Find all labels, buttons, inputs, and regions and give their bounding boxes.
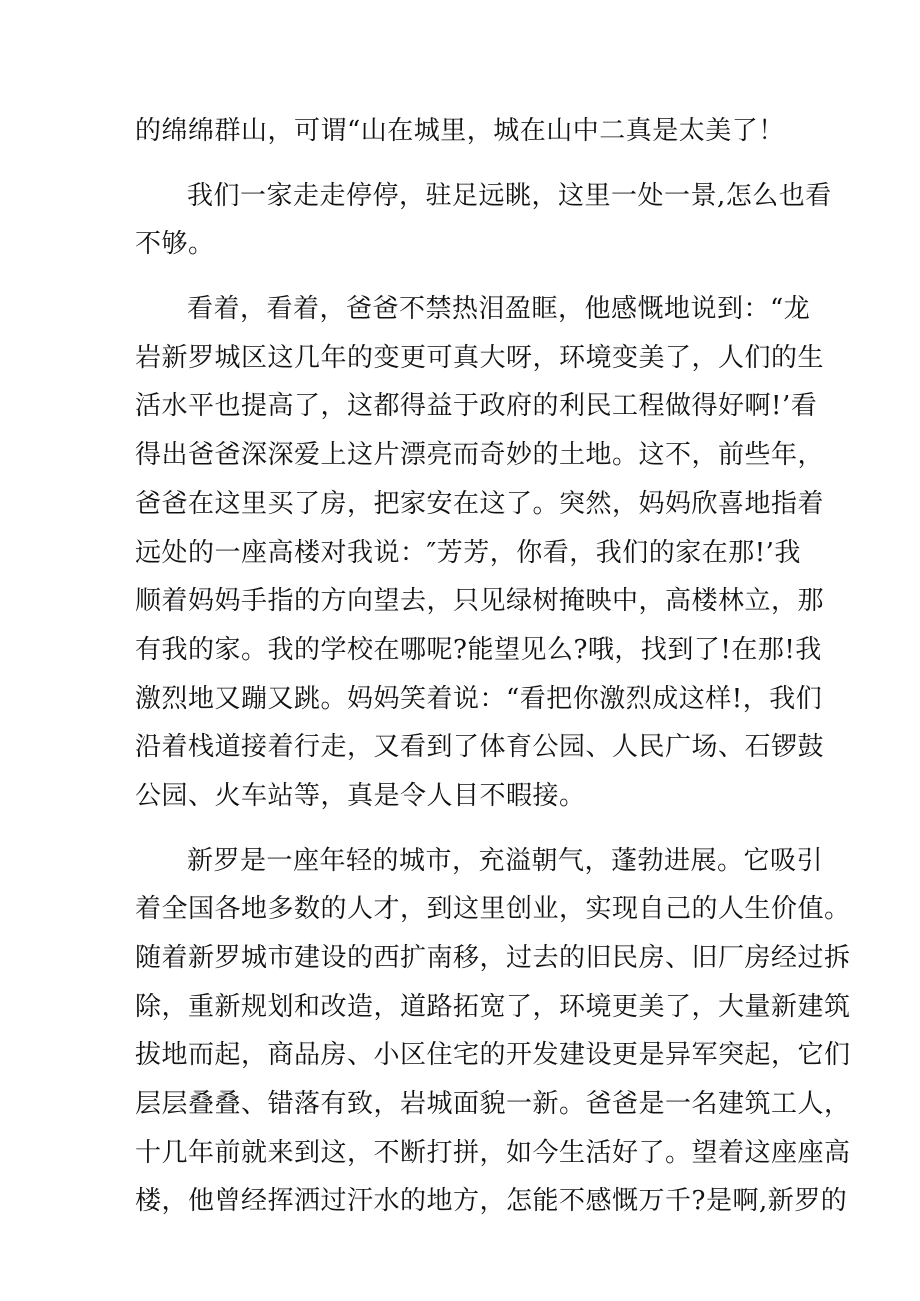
text-line: 爸爸在这里买了房，把家安在这了。突然，妈妈欣喜地指着	[135, 488, 825, 519]
text-line: 看着，看着，爸爸不禁热泪盈眶，他感慨地说到：“龙	[187, 294, 811, 325]
text-line: 公园、火车站等，真是令人目不暇接。	[135, 780, 586, 811]
text-line: 层层叠叠、错落有致，岩城面貌一新。爸爸是一名建筑工人，	[135, 1089, 851, 1120]
text-line: 除，重新规划和改造，道路拓宽了，环境更美了，大量新建筑	[135, 991, 851, 1022]
text-line: 我们一家走走停停，驻足远眺，这里一处一景,怎么也看	[187, 180, 832, 211]
text-line: 的绵绵群山，可谓“山在城里，城在山中二真是太美了！	[135, 116, 785, 146]
text-line: 拔地而起，商品房、小区住宅的开发建设更是异军突起，它们	[135, 1040, 851, 1071]
text-line: 远处的一座高楼对我说：″芳芳，你看，我们的家在那!’我	[135, 537, 801, 568]
paragraph-gap	[135, 156, 795, 172]
text-line: 着全国各地多数的人才，到这里创业，实现自己的人生价值。	[135, 894, 851, 925]
text-line: 激烈地又蹦又跳。妈妈笑着说：“看把你激烈成这样!，我们	[135, 683, 823, 714]
paragraph-gap	[135, 269, 795, 285]
text-line: 得出爸爸深深爱上这片漂亮而奇妙的土地。这不，前些年，	[135, 440, 825, 471]
article-body	[135, 107, 851, 1226]
text-line: 不够。	[135, 229, 215, 260]
text-line: 十几年前就来到这，不断打拼，如今生活好了。望着这座座高	[135, 1137, 851, 1168]
text-line: 楼，他曾经挥洒过汗水的地方，怎能不感慨万千?是啊,新罗的	[135, 1186, 848, 1217]
text-line: 顺着妈妈手指的方向望去，只见绿树掩映中，高楼林立，那	[135, 586, 825, 617]
text-line: 岩新罗城区这几年的变更可真大呀，环境变美了，人们的生	[135, 342, 825, 373]
paragraph-gap	[135, 821, 795, 837]
text-line: 新罗是一座年轻的城市，充溢朝气，蓬勃进展。它吸引	[187, 845, 824, 876]
text-line: 随着新罗城市建设的西扩南移，过去的旧民房、旧厂房经过拆	[135, 943, 851, 973]
text-line: 沿着栈道接着行走，又看到了体育公园、人民广场、石锣鼓	[135, 732, 825, 763]
text-line: 活水平也提高了，这都得益于政府的利民工程做得好啊!’看	[135, 391, 818, 422]
text-line: 有我的家。我的学校在哪呢?能望见么?哦，找到了!在那!我	[135, 634, 822, 665]
